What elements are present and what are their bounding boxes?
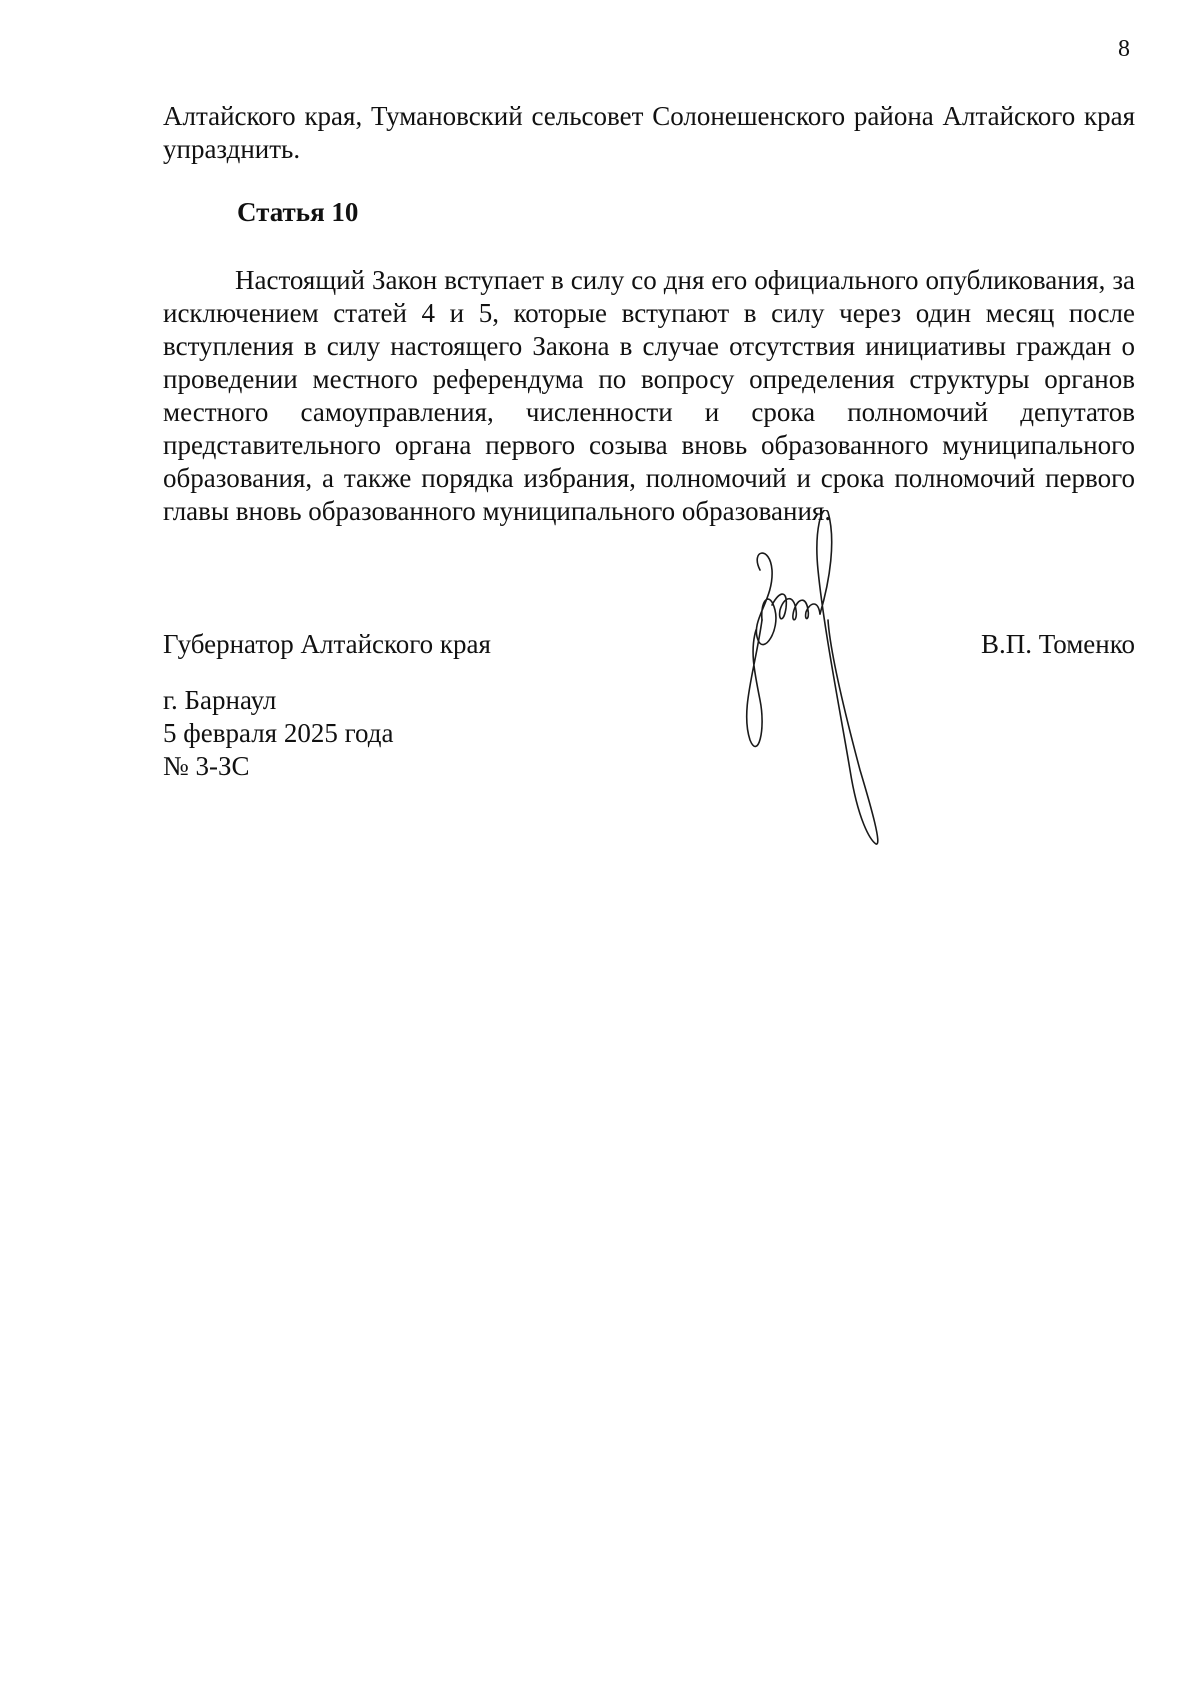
place-date-block [163, 684, 393, 783]
page-number: 8 [1118, 36, 1130, 62]
city: г. Барнаул [163, 685, 277, 715]
continued-paragraph-block [163, 100, 1135, 166]
date: 5 февраля 2025 года [163, 718, 394, 748]
signatory-name: В.П. Томенко [981, 629, 1135, 659]
article-body-block [163, 264, 1135, 528]
article-heading: Статья 10 [237, 197, 359, 227]
signature-row [163, 628, 1135, 661]
continued-paragraph: Алтайского края, Тумановский сельсовет Солонешенского района Алтайского края упразднить. [163, 101, 1135, 164]
handwritten-signature-icon [740, 510, 940, 910]
signatory-position: Губернатор Алтайского края [163, 629, 491, 659]
article-body: Настоящий Закон вступает в силу со дня его официального опубликования, за исключением статей 4 и 5, которые вступают в силу через один месяц после вступления в силу настоящего Закона в случае отсутствия инициативы граждан о проведении местного референдума по вопросу определения структуры органов местного самоуправления, численности и срока полномочий депутатов представительного органа первого созыва вновь образованного муниципального образования, а также порядка избрания, полномочий и срока полномочий первого главы вновь образованного муниципального образования. [163, 265, 1135, 526]
law-number: № 3-ЗС [163, 751, 250, 781]
